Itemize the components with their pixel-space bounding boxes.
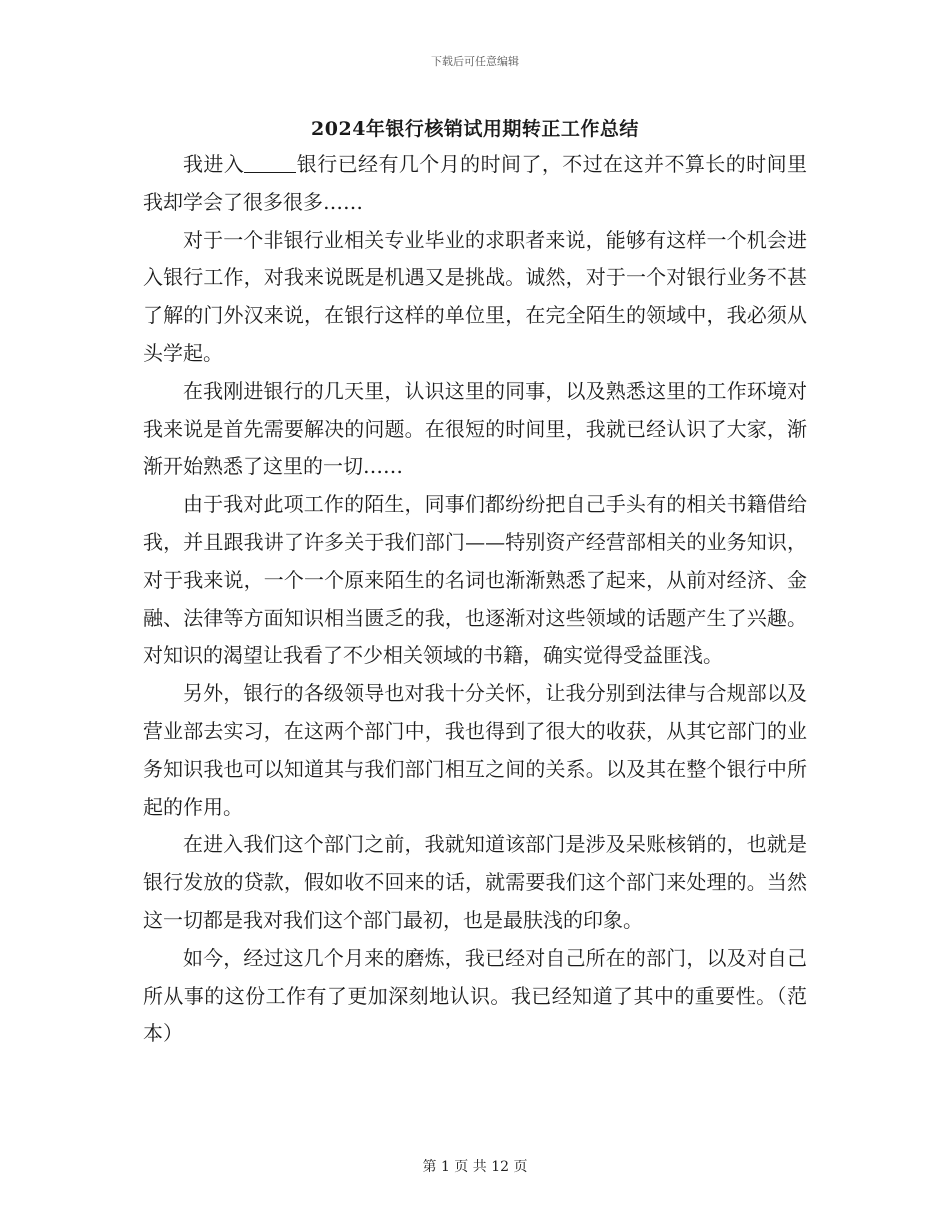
page-number: 第 1 页 共 12 页 [422,1159,528,1175]
paragraph-2: 对于一个非银行业相关专业毕业的求职者来说，能够有这样一个机会进入银行工作，对我来说既是机遇又是挑战。诚然，对于一个对银行业务不甚了解的门外汉来说，在银行这样的单位里，在完全陌生的领域中，我必须从头学起。 [143,227,807,365]
document-title: 2024年银行核销试用期转正工作总结 [311,118,639,140]
paragraph-5: 另外，银行的各级领导也对我十分关怀，让我分别到法律与合规部以及营业部去实习，在这两个部门中，我也得到了很大的收获，从其它部门的业务知识我也可以知道其与我们部门相互之间的关系。以及其在整个银行中所起的作用。 [143,681,807,819]
page-header-note: 下载后可任意编辑 [431,55,519,68]
paragraph-6: 在进入我们这个部门之前，我就知道该部门是涉及呆账核销的，也就是银行发放的贷款，假如收不回来的话，就需要我们这个部门来处理的。当然这一切都是我对我们这个部门最初，也是最肤浅的印象。 [143,832,807,932]
paragraph-7: 如今，经过这几个月来的磨炼，我已经对自己所在的部门，以及对自己所从事的这份工作有了更加深刻地认识。我已经知道了其中的重要性。（范本） [143,945,807,1046]
document-body [143,146,807,1053]
paragraph-1-before-blank: 我进入 [183,152,245,176]
paragraph-3: 在我刚进银行的几天里，认识这里的同事，以及熟悉这里的工作环境对我来说是首先需要解决的问题。在很短的时间里，我就已经认识了大家，渐渐开始熟悉了这里的一切…… [143,378,807,479]
fill-in-blank [244,152,296,173]
paragraph-4: 由于我对此项工作的陌生，同事们都纷纷把自己手头有的相关书籍借给我，并且跟我讲了许多关于我们部门——特别资产经营部相关的业务知识，对于我来说，一个一个原来陌生的名词也渐渐熟悉了起来，从前对经济、金融、法律等方面知识相当匮乏的我，也逐渐对这些领域的话题产生了兴趣。对知识的渴望让我看了不少相关领域的书籍，确实觉得受益匪浅。 [143,492,807,668]
paragraph-1 [143,146,807,222]
paragraph-1-after-blank: 银行已经有几个月的时间了，不过在这并不算长的时间里我却学会了很多很多…… [143,152,808,214]
